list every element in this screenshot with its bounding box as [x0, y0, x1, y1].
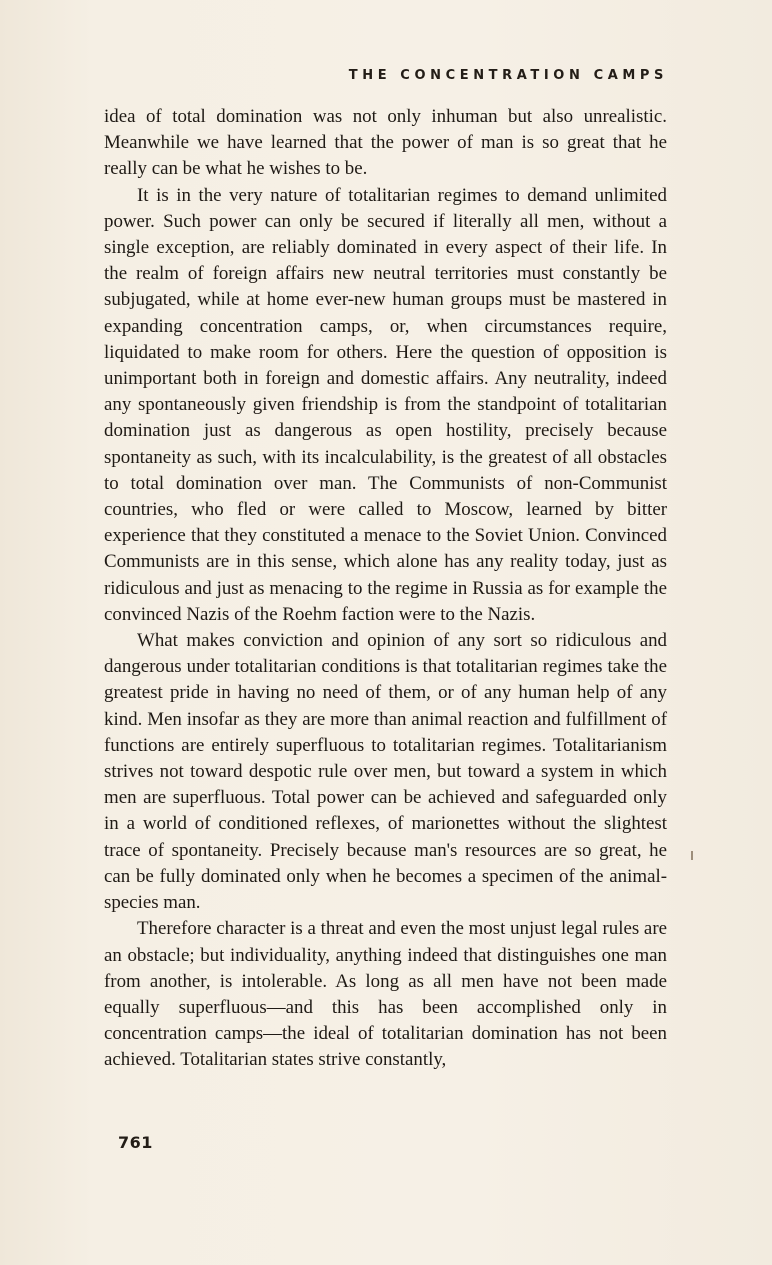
paragraph-2: It is in the very nature of totalitarian regimes to demand unlimited power. Such power can only be secured if literally all men, without a single exception, are reliably dominated in every aspect of their life. In the realm of foreign affairs new neutral territories must constantly be subjugated, while at home ever-new human groups must be mastered in expanding concentration camps, or, when circumstances require, liquidated to make room for others. Here the question of opposition is unimportant both in foreign and domestic affairs. Any neutrality, indeed any spontaneously given friendship is from the standpoint of totalitarian domination just as dangerous as open hostility, precisely because spontaneity as such, with its incalculability, is the greatest of all obstacles to total domination over man. The Communists of non-Communist countries, who fled or were called to Moscow, learned by bitter experience that they constituted a menace to the Soviet Union. Convinced Communists are in this sense, which alone has any reality today, just as ridiculous and just as menacing to the regime in Russia as for example the convinced Nazis of the Roehm faction were to the Nazis.	[104, 184, 667, 625]
running-head: THE CONCENTRATION CAMPS	[348, 68, 668, 83]
page-number: 761	[118, 1133, 153, 1152]
paragraph-1: idea of total domination was not only inhuman but also unrealistic. Meanwhile we have learned that the power of man is so great that he really can be what he wishes to be.	[104, 106, 667, 180]
paragraph-3: What makes conviction and opinion of any sort so ridiculous and dangerous under totalitarian conditions is that totalitarian regimes take the greatest pride in having no need of them, or of any human help of any kind. Men insofar as they are more than animal reaction and fulfillment of functions are entirely superfluous to totalitarian regimes. Totalitarianism strives not toward despotic rule over men, but toward a system in which men are superfluous. Total power can be achieved and safeguarded only in a world of conditioned reflexes, of marionettes without the slightest trace of spontaneity. Precisely because man's resources are so great, he can be fully dominated only when he becomes a specimen of the animal-species man.	[104, 630, 667, 914]
margin-mark	[691, 851, 693, 860]
body-text	[104, 104, 667, 1074]
paragraph-4: Therefore character is a threat and even the most unjust legal rules are an obstacle; but individuality, anything indeed that distinguishes one man from another, is intolerable. As long as all men have not been made equally superfluous—and this has been accomplished only in concentration camps—the ideal of totalitarian domination has not been achieved. Totalitarian states strive constantly,	[104, 918, 667, 1071]
